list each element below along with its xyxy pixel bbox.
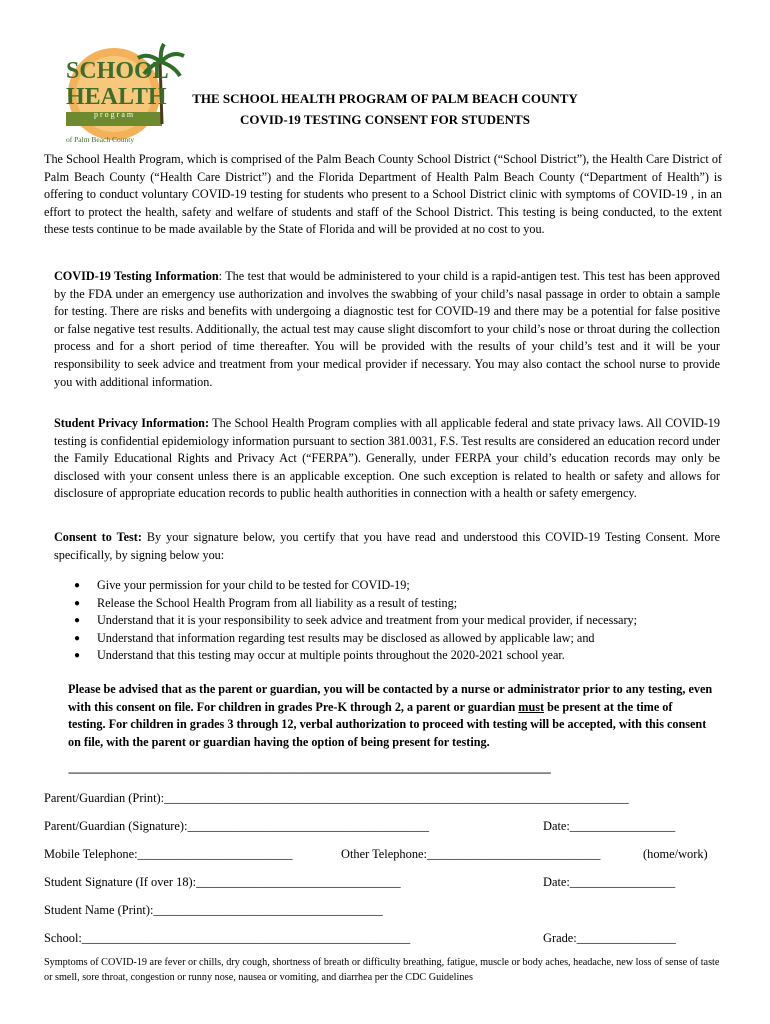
testing-info-section [54,268,720,391]
mobile-telephone-field[interactable]: Mobile Telephone:_________________________ [44,847,293,861]
symptoms-footnote: Symptoms of COVID-19 are fever or chills, dry cough, shortness of breath or difficulty breathing, fatigue, muscle or body aches, headache, new loss of sense of taste or smell, sore throat, congestion or runny nose, nausea or vomiting, and diarrhea per the CDC Guidelines [44,957,720,983]
school-field[interactable]: School:_____________________________________________________ [44,931,411,945]
document-title: THE SCHOOL HEALTH PROGRAM OF PALM BEACH COUNTY [192,91,578,106]
consent-label: Consent to Test: [54,530,142,544]
consent-text: By your signature below, you certify that you have read and understood this COVID-19 Testing Consent. More specifically, by signing below you: [54,530,720,562]
logo-text-health: HEALTH [66,84,167,110]
testing-info-label: COVID-19 Testing Information [54,269,219,283]
privacy-info-text: The School Health Program complies with all applicable federal and state privacy laws. All COVID-19 testing is confidential epidemiology information pursuant to section 381.0031, F.S. Test results are considered an education record under the Family Educational Rights and Privacy Act (“FERPA”). Generally, under FERPA your child’s education records may only be disclosed with your consent unless there is an applicable exception. One such exception is related to health or safety and allows for disclosure of appropriate education records to public health authorities in connection with a health or safety emergency. [54,416,720,501]
advisory-text-1: Please be advised that as the parent or guardian, you will be contacted by a nurse or administrator prior to any testing, even with this consent on file. For children in grades Pre-K through 2, a parent or guardian [68,682,713,714]
list-item: ● Understand that information regarding test results may be disclosed as allowed by applicable law; and [74,630,724,648]
logo-text-school: SCHOOL [66,58,169,84]
advisory-must: must [518,699,545,714]
grade-field[interactable]: Grade:________________ [543,931,676,945]
list-item: ● Understand that it is your responsibility to seek advice and treatment from your medical provider, if necessary; [74,612,724,630]
intro-paragraph: The School Health Program, which is comprised of the Palm Beach County School District (“School District”), the Health Care District of Palm Beach County (“Health Care District”) and the Florida Department of Health Palm Beach County (“Department of Health”) is offering to conduct voluntary COVID-19 testing for students who present to a School District clinic with symptoms of COVID-19 , in an effort to protect the health, safety and welfare of students and staff of the School District. This testing is being conducted, to the extent these tests continue to be made available by the State of Florida and will be provided at no cost to you. [44,152,722,237]
separator-line: ----------------------------------------------------------------------------------------------------------------------------------------------------------------- [68,765,551,779]
parent-print-field[interactable]: Parent/Guardian (Print):___________________________________________________________________________ [44,791,629,805]
consent-bullet-list [74,577,724,665]
list-item: ● Release the School Health Program from all liability as a result of testing; [74,595,724,613]
document-subtitle: COVID-19 TESTING CONSENT FOR STUDENTS [240,112,530,127]
privacy-info-label: Student Privacy Information: [54,416,210,430]
logo-text-county: of Palm Beach County [66,135,135,144]
guardian-advisory [68,681,713,751]
student-date-field[interactable]: Date:_________________ [543,875,676,889]
other-telephone-field[interactable]: Other Telephone:____________________________ [341,847,601,861]
student-name-field[interactable]: Student Name (Print):_____________________________________ [44,903,383,917]
logo-text-program: program [94,110,136,119]
list-item: ● Give your permission for your child to be tested for COVID-19; [74,577,724,595]
consent-section [54,529,720,564]
parent-date-field[interactable]: Date:_________________ [543,819,676,833]
parent-signature-field[interactable]: Parent/Guardian (Signature):_______________________________________ [44,819,430,833]
testing-info-text: : The test that would be administered to your child is a rapid-antigen test. This test has been approved by the FDA under an emergency use authorization and involves the swabbing of your child’s nasal passage in order to obtain a sample for testing. There are risks and benefits with undergoing a diagnostic test for COVID-19 and there may be a potential for false positive or false negative test results. Additionally, the actual test may cause slight discomfort to your child’s nose or throat during the collection process and for a short period of time thereafter. You will be provided with the results of your child’s test and it will be your responsibility to seek advice and treatment from your medical provider if necessary. You may also contact the school nurse to provide you with additional information. [54,269,721,389]
list-item: ● Understand that this testing may occur at multiple points throughout the 2020-2021 school year. [74,647,724,665]
advisory-text-2: be present at the time of testing. For children in grades 3 through 12, verbal authorization to proceed with testing will be accepted, with this consent on file, with the parent or guardian having the option of being present for testing. [68,699,707,749]
privacy-info-section [54,415,720,503]
student-signature-field[interactable]: Student Signature (If over 18):_________________________________ [44,875,401,889]
home-work-label: (home/work) [643,847,708,861]
